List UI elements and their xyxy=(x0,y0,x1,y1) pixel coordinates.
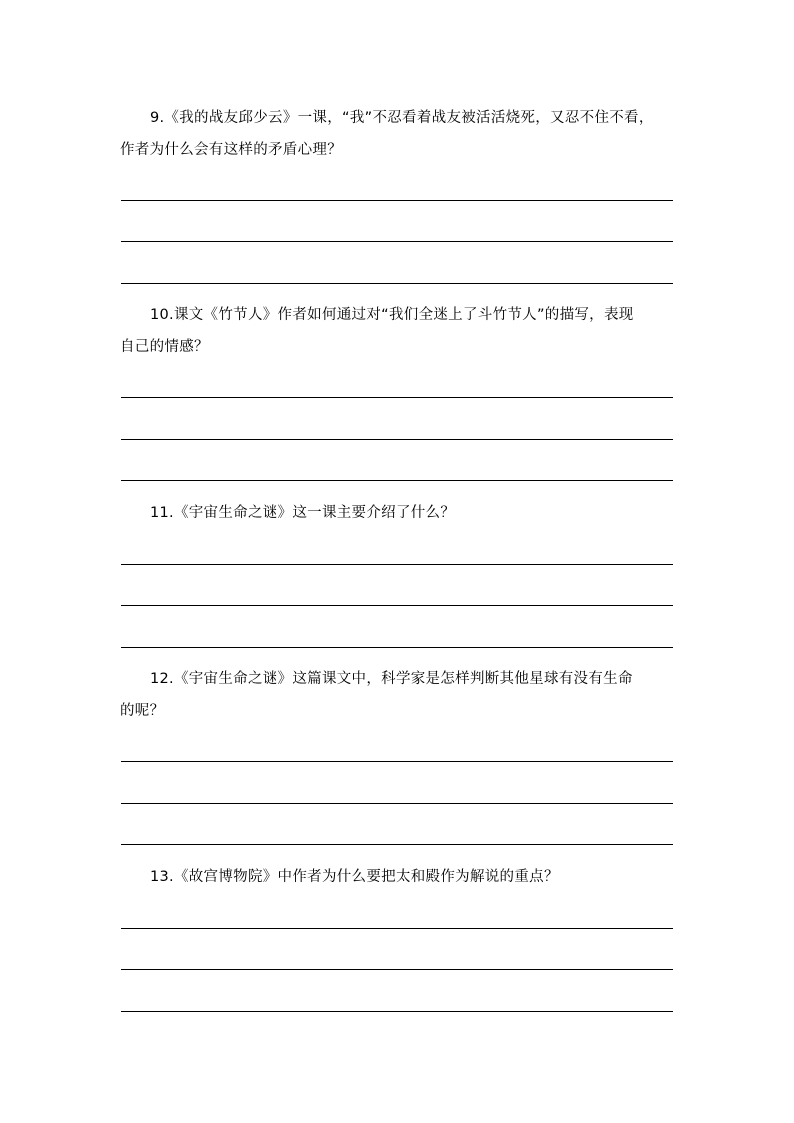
answer-line[interactable] xyxy=(121,564,673,565)
question-9 xyxy=(120,102,680,166)
answer-line[interactable] xyxy=(121,439,673,440)
answer-line[interactable] xyxy=(121,969,673,970)
question-13 xyxy=(120,861,680,893)
answer-line[interactable] xyxy=(121,605,673,606)
question-11-line-1: 11.《宇宙生命之谜》这一课主要介绍了什么？ xyxy=(150,505,456,521)
question-10 xyxy=(120,299,680,363)
answer-line[interactable] xyxy=(121,803,673,804)
question-10-line-2: 自己的情感？ xyxy=(120,339,209,355)
answer-line[interactable] xyxy=(121,1011,673,1012)
question-12-line-1: 12.《宇宙生命之谜》这篇课文中，科学家是怎样判断其他星球有没有生命 xyxy=(150,671,633,687)
answer-line[interactable] xyxy=(121,928,673,929)
answer-line[interactable] xyxy=(121,241,673,242)
answer-line[interactable] xyxy=(121,480,673,481)
answer-line[interactable] xyxy=(121,844,673,845)
answer-line[interactable] xyxy=(121,397,673,398)
question-12-line-2: 的呢？ xyxy=(120,703,165,719)
answer-line[interactable] xyxy=(121,647,673,648)
question-9-line-1: 9.《我的战友邱少云》一课，“我”不忍看着战友被活活烧死，又忍不住不看， xyxy=(150,110,654,126)
question-9-line-2: 作者为什么会有这样的矛盾心理？ xyxy=(120,142,342,158)
question-11 xyxy=(120,497,680,529)
question-10-line-1: 10.课文《竹节人》作者如何通过对“我们全迷上了斗竹节人”的描写，表现 xyxy=(150,307,634,323)
answer-line[interactable] xyxy=(121,283,673,284)
question-13-line-1: 13.《故宫博物院》中作者为什么要把太和殿作为解说的重点？ xyxy=(150,869,559,885)
question-12 xyxy=(120,663,680,727)
answer-line[interactable] xyxy=(121,200,673,201)
answer-line[interactable] xyxy=(121,761,673,762)
